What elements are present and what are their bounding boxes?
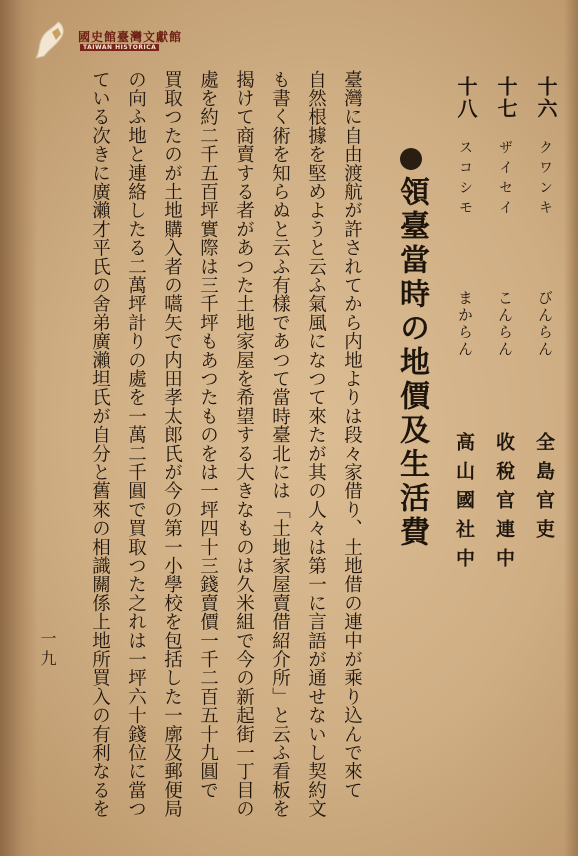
section-heading: 領臺當時の地價及生活費 bbox=[396, 148, 426, 550]
list-organization: 全島官吏 bbox=[533, 432, 555, 548]
list-reading: こんらん bbox=[496, 290, 514, 358]
body-text-line: 臺灣に自由渡航が許されてから内地よりは段々家借り、土地借の連中が乘り込んで來て bbox=[341, 70, 363, 800]
watermark-title: 國史館臺灣文獻館 bbox=[78, 30, 183, 44]
taiwan-map-logo-icon bbox=[28, 18, 78, 62]
list-katakana: ザイセイ bbox=[497, 140, 513, 220]
body-text-line: の向ふ地と連絡したる二萬坪計りの處を一萬二千圓で買取つた之れは一坪六十錢位に當つ bbox=[125, 70, 147, 818]
list-katakana: スコシモ bbox=[457, 140, 473, 220]
body-text-line: 處を約二千五百坪實際は三千坪もあつたものをは一坪四十三錢賣價一千二百五十九圓で bbox=[197, 70, 219, 800]
archive-watermark bbox=[28, 18, 183, 62]
heading-bullet-icon bbox=[400, 148, 422, 170]
list-number: 十七 bbox=[494, 76, 518, 120]
body-text-line: 買取つたのが土地購入者の嚆矢で内田孝太郎氏が今の第一小學校を包括した一廓及郵便局 bbox=[161, 70, 183, 818]
page-number: 一九 bbox=[38, 630, 57, 670]
list-reading: びんらん bbox=[536, 290, 554, 358]
list-number: 十八 bbox=[454, 76, 478, 120]
watermark-subtitle: TAIWAN HISTORICA bbox=[80, 44, 159, 51]
body-text-line: 自然根據を堅めようと云ふ氣風になつて來たが其の人々は第一に言語が通せないし契約文 bbox=[305, 70, 327, 818]
list-katakana: クワンキ bbox=[537, 140, 553, 220]
list-reading: まからん bbox=[456, 290, 474, 358]
list-organization: 收稅官連中 bbox=[493, 432, 515, 577]
body-text-line: も書く術を知らぬと云ふ有樣であつて當時臺北には「土地家屋賣借紹介所」と云ふ看板を bbox=[269, 70, 291, 818]
list-organization: 高山國社中 bbox=[453, 432, 475, 577]
list-number: 十六 bbox=[534, 76, 558, 120]
body-text-line: 揭けて商賣する者があつた土地家屋を希望する大きなものは久米組で今の新起街一丁目の bbox=[233, 70, 255, 818]
body-text-line: ている次きに廣瀨才平氏の舍弟廣瀨坦氏が自分と舊來の相識關係上地所買入の有利なるを bbox=[89, 70, 111, 818]
